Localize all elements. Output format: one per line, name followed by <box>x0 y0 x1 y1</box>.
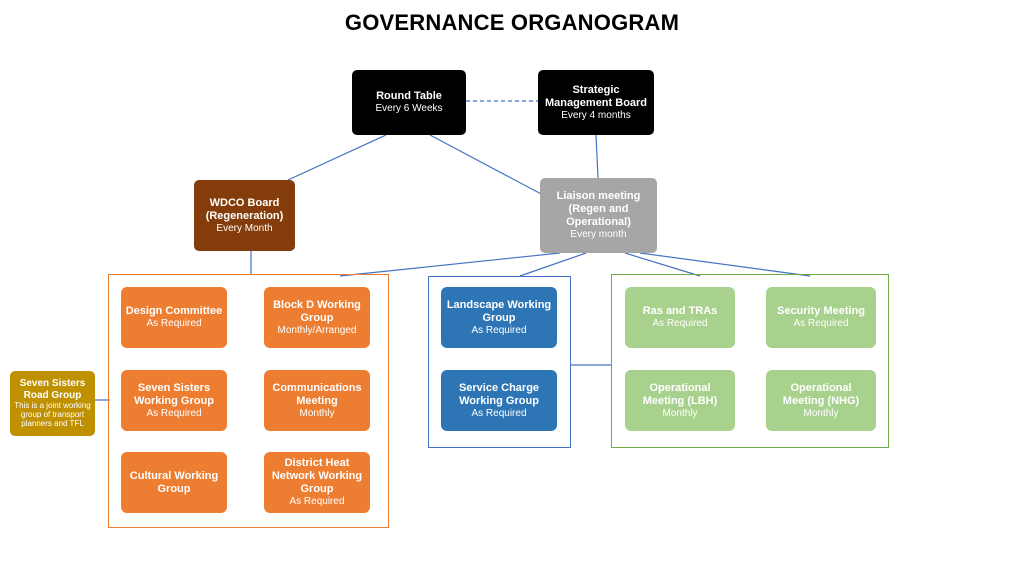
node-sublabel: As Required <box>146 318 202 330</box>
node-communications-meeting[interactable] <box>264 370 370 431</box>
node-liaison-meeting[interactable] <box>540 178 657 253</box>
node-operational-meeting-nhg[interactable] <box>766 370 876 431</box>
node-label: Operational Meeting (LBH) <box>642 381 718 407</box>
node-design-committee[interactable] <box>121 287 227 348</box>
node-label: Seven Sisters Working Group <box>134 381 214 407</box>
node-sublabel: Monthly <box>803 407 839 419</box>
node-seven-sisters-working-group[interactable] <box>121 370 227 431</box>
node-ras-and-tras[interactable] <box>625 287 735 348</box>
node-sublabel: Monthly <box>299 407 335 419</box>
node-landscape-working-group[interactable] <box>441 287 557 348</box>
node-sublabel: Every month <box>570 229 627 241</box>
node-security-meeting[interactable] <box>766 287 876 348</box>
node-round-table[interactable] <box>352 70 466 135</box>
node-sublabel: As Required <box>289 496 345 508</box>
node-label: Strategic Management Board <box>544 83 648 109</box>
node-sublabel: As Required <box>471 324 527 336</box>
node-service-charge-working-group[interactable] <box>441 370 557 431</box>
node-cultural-working-group[interactable] <box>121 452 227 513</box>
node-operational-meeting-lbh[interactable] <box>625 370 735 431</box>
node-sublabel: Every Month <box>216 222 273 234</box>
node-sublabel: Every 6 Weeks <box>375 103 443 115</box>
node-label: Seven Sisters Road Group <box>19 378 86 402</box>
node-strategic-management-board[interactable] <box>538 70 654 135</box>
node-seven-sisters-road-group[interactable] <box>10 371 95 436</box>
node-district-heat-network-working-group[interactable] <box>264 452 370 513</box>
node-sublabel: As Required <box>793 318 849 330</box>
node-label: Cultural Working Group <box>129 469 219 495</box>
node-sublabel: As Required <box>652 318 708 330</box>
node-label: WDCO Board (Regeneration) <box>205 196 284 222</box>
node-label: Liaison meeting (Regen and Operational) <box>556 190 641 229</box>
node-label: Communications Meeting <box>272 381 362 407</box>
node-label: Landscape Working Group <box>446 298 552 324</box>
node-sublabel: Monthly <box>662 407 698 419</box>
node-label: Block D Working Group <box>273 298 361 324</box>
node-label: Security Meeting <box>776 305 866 318</box>
node-label: Operational Meeting (NHG) <box>782 381 860 407</box>
node-sublabel: Every 4 months <box>561 109 631 121</box>
node-label: Ras and TRAs <box>642 305 718 318</box>
node-sublabel: As Required <box>471 407 527 419</box>
node-sublabel: Monthly/Arranged <box>277 324 357 336</box>
node-label: Round Table <box>376 90 442 103</box>
node-sublabel: As Required <box>146 407 202 419</box>
node-label: Design Committee <box>125 305 223 318</box>
node-sublabel: This is a joint working group of transport planners and TFL <box>14 400 91 428</box>
node-block-d-working-group[interactable] <box>264 287 370 348</box>
node-wdco-board[interactable] <box>194 180 295 251</box>
page-title: GOVERNANCE ORGANOGRAM <box>344 10 680 35</box>
node-label: District Heat Network Working Group <box>271 457 363 496</box>
node-label: Service Charge Working Group <box>458 381 540 407</box>
